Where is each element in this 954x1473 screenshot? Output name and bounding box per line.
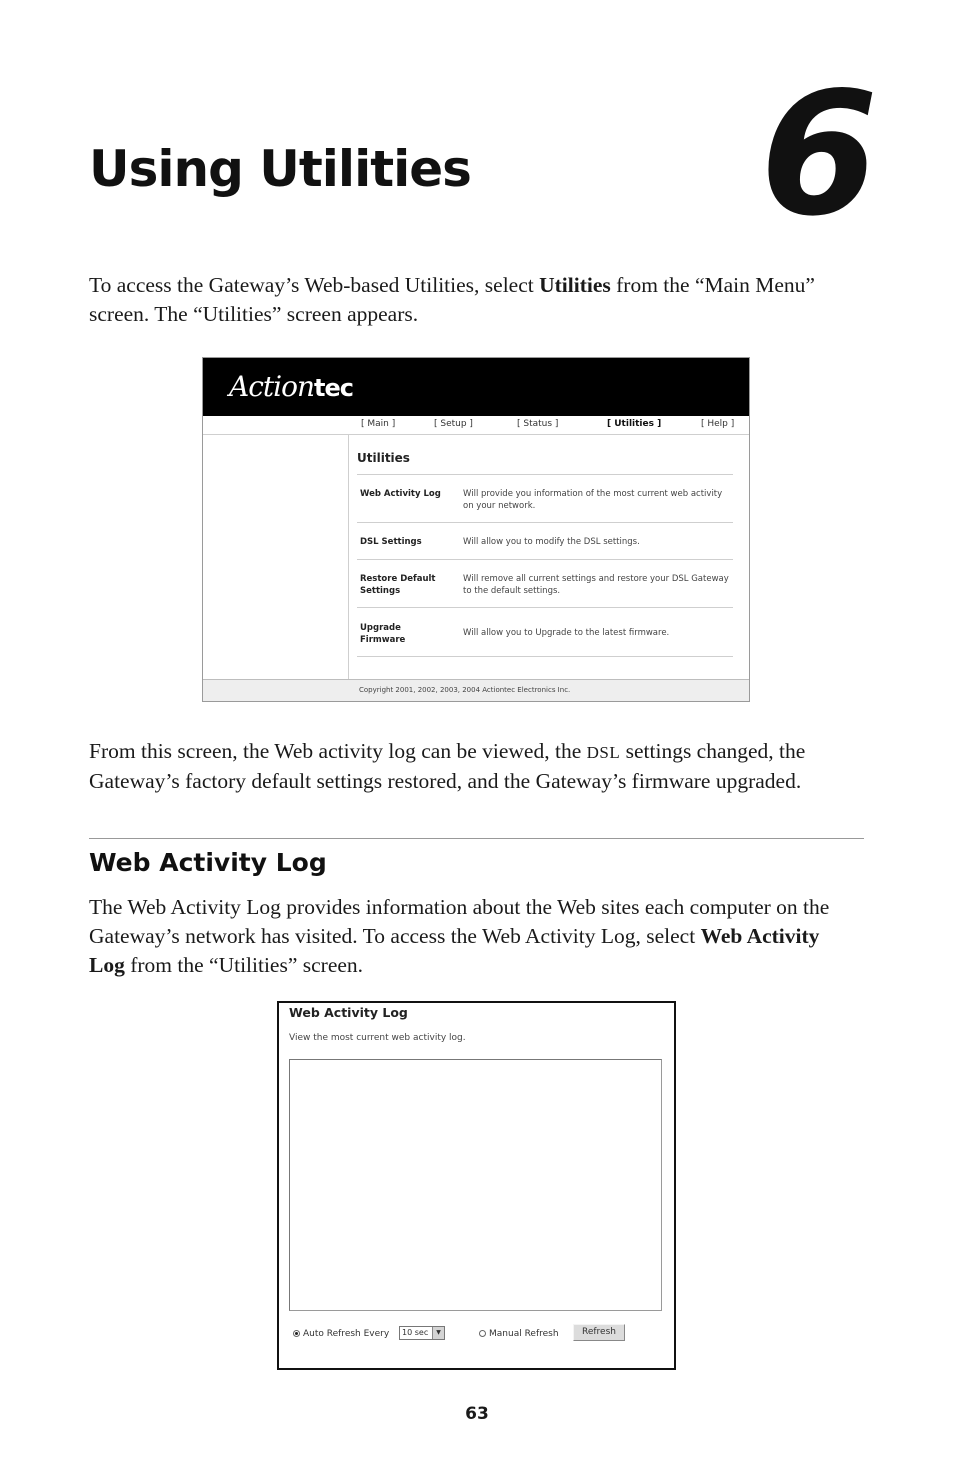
- nav-main[interactable]: [ Main ]: [361, 419, 396, 429]
- utilities-screenshot: [202, 357, 750, 702]
- refresh-interval-select[interactable]: [399, 1326, 445, 1340]
- web-activity-log-screenshot: [277, 1001, 676, 1370]
- divider: [357, 474, 733, 475]
- section-text-end: from the “Utilities” screen.: [124, 953, 364, 977]
- sidebar: [203, 435, 349, 679]
- dropdown-arrow-icon[interactable]: ▼: [432, 1327, 444, 1339]
- chapter-title: Using Utilities: [89, 140, 471, 198]
- after-text-end: settings changed, the Gateway’s factory default settings restored, and the Gateway’s firmware upgraded.: [89, 739, 806, 793]
- utilities-title: Utilities: [357, 451, 410, 465]
- section-divider: [89, 838, 864, 839]
- manual-refresh-radio[interactable]: [479, 1330, 486, 1337]
- link-dsl-settings[interactable]: DSL Settings: [360, 537, 422, 547]
- section-text: The Web Activity Log provides information about the Web sites each computer on the Gateway’s network has visited. To access the Web Activity Log, select: [89, 895, 830, 948]
- refresh-interval-value: 10 sec: [402, 1328, 429, 1337]
- divider: [357, 522, 733, 523]
- link-upgrade-firmware[interactable]: Upgrade Firmware: [360, 623, 406, 645]
- activity-subtitle: View the most current web activity log.: [289, 1033, 466, 1043]
- after-text: From this screen, the Web activity log can be viewed, the: [89, 739, 587, 763]
- intro-text: To access the Gateway’s Web-based Utilities, select: [89, 273, 540, 297]
- desc-upgrade-firmware: Will allow you to Upgrade to the latest firmware.: [463, 628, 670, 638]
- actiontec-logo: [229, 370, 353, 403]
- copyright: Copyright 2001, 2002, 2003, 2004 Actiontec Electronics Inc.: [359, 686, 571, 694]
- section-bold: Web Activity Log: [89, 924, 820, 977]
- after-screen-paragraph: [89, 737, 869, 796]
- page-number: 63: [465, 1404, 489, 1424]
- chapter-number: 6: [760, 56, 879, 254]
- link-web-activity-log[interactable]: Web Activity Log: [360, 489, 441, 499]
- link-restore-default-settings[interactable]: Restore Default Settings: [360, 574, 436, 596]
- desc-restore-default-settings: Will remove all current settings and restore your DSL Gateway to the default settings.: [463, 574, 729, 596]
- logo-tec: tec: [314, 374, 353, 402]
- footer: [203, 679, 749, 702]
- divider: [357, 607, 733, 608]
- logo-script: Action: [229, 370, 314, 403]
- nav-setup[interactable]: [ Setup ]: [434, 419, 473, 429]
- nav-utilities[interactable]: [ Utilities ]: [607, 419, 662, 429]
- desc-web-activity-log: Will provide you information of the most current web activity on your network.: [463, 489, 723, 511]
- dsl-smallcaps: DSL: [586, 743, 621, 762]
- refresh-button[interactable]: Refresh: [573, 1324, 625, 1341]
- activity-title: Web Activity Log: [289, 1005, 408, 1020]
- nav-help[interactable]: [ Help ]: [701, 419, 735, 429]
- auto-refresh-label: Auto Refresh Every: [303, 1329, 390, 1339]
- intro-bold-utilities: Utilities: [539, 273, 611, 297]
- activity-log-textarea[interactable]: [289, 1059, 662, 1311]
- divider: [357, 656, 733, 657]
- nav-status[interactable]: [ Status ]: [517, 419, 559, 429]
- nav-bar: [203, 416, 749, 435]
- intro-paragraph: [89, 271, 869, 329]
- manual-refresh-label: Manual Refresh: [489, 1329, 559, 1339]
- intro-text-end: from the “Main Menu” screen. The “Utilities” screen appears.: [89, 273, 815, 326]
- divider: [357, 559, 733, 560]
- auto-refresh-radio[interactable]: [293, 1330, 300, 1337]
- section-paragraph: [89, 893, 849, 980]
- header-banner: [203, 358, 749, 416]
- desc-dsl-settings: Will allow you to modify the DSL settings.: [463, 537, 640, 547]
- section-title: Web Activity Log: [89, 848, 327, 877]
